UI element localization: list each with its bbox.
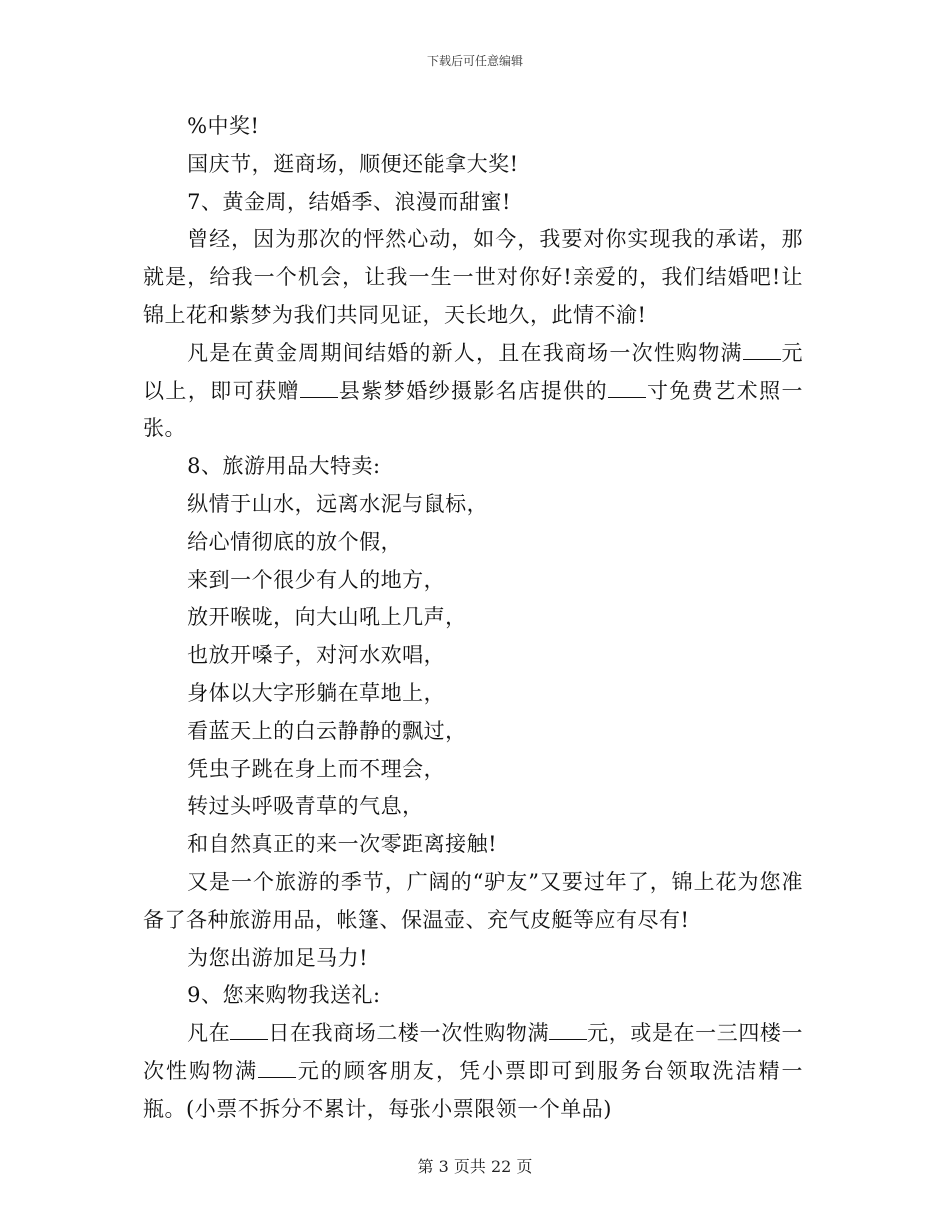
fill-in-blank (743, 339, 781, 360)
text-span: 元的顾客朋友，凭小票即可到服务台领取洗洁精一瓶。(小票不拆分不累计，每张小票限领一个单品) (143, 1058, 804, 1121)
page-header: 下载后可任意编辑 (426, 54, 523, 68)
text-span: 元以上，即可获赠 (143, 340, 804, 403)
text-span: 元，或是在一三四楼一次性购物满 (143, 1021, 804, 1083)
document-body (143, 108, 803, 1129)
poem-line: 放开喉咙，向大山吼上几声， (187, 605, 467, 630)
section-heading: 7、黄金周，结婚季、浪漫而甜蜜! (187, 189, 511, 214)
paragraph-with-blanks (143, 335, 803, 448)
paragraph: %中奖! (187, 114, 260, 138)
paragraph: 国庆节，逛商场，顺便还能拿大奖! (187, 151, 519, 176)
fill-in-blank (608, 377, 646, 398)
poem-line: 转过头呼吸青草的气息， (187, 794, 424, 819)
paragraph: 曾经，因为那次的怦然心动，如今，我要对你实现我的承诺，那就是，给我一个机会，让我一生一世对你好!亲爱的，我们结婚吧!让锦上花和紫梦为我们共同见证，天长地久，此情不渝! (143, 227, 803, 327)
text-span: 县紫梦婚纱摄影名店提供的 (337, 378, 609, 403)
page-footer: 第 3 页共 22 页 (417, 1157, 533, 1176)
fill-in-blank (258, 1057, 296, 1078)
fill-in-blank (230, 1019, 268, 1040)
fill-in-blank (300, 377, 338, 398)
text-span: 凡在 (187, 1021, 231, 1046)
text-span: 日在我商场二楼一次性购物满 (268, 1021, 550, 1046)
poem-line: 也放开嗓子，对河水欢唱， (187, 643, 446, 668)
fill-in-blank (549, 1019, 587, 1040)
paragraph: 又是一个旅游的季节，广阔的“驴友”又要过年了，锦上花为您准备了各种旅游用品，帐篷、保温壶、充气皮艇等应有尽有! (143, 869, 803, 932)
paragraph: 为您出游加足马力! (187, 945, 369, 970)
poem-line: 和自然真正的来一次零距离接触! (187, 832, 498, 857)
poem-line: 凭虫子跳在身上而不理会， (187, 756, 446, 781)
poem-line: 纵情于山水，远离水泥与鼠标， (187, 491, 489, 516)
section-heading: 8、旅游用品大特卖: (187, 454, 381, 479)
poem-line: 来到一个很少有人的地方， (187, 567, 446, 592)
poem-line: 看蓝天上的白云静静的飘过， (187, 718, 467, 743)
text-span: 寸免费艺术照一张。 (143, 378, 804, 441)
poem-line: 给心情彻底的放个假， (187, 529, 403, 554)
poem-line: 身体以大字形躺在草地上， (187, 680, 446, 705)
text-span: 凡是在黄金周期间结婚的新人，且在我商场一次性购物满 (187, 340, 743, 365)
paragraph-with-blanks (143, 1015, 803, 1128)
section-heading: 9、您来购物我送礼: (187, 983, 381, 1008)
